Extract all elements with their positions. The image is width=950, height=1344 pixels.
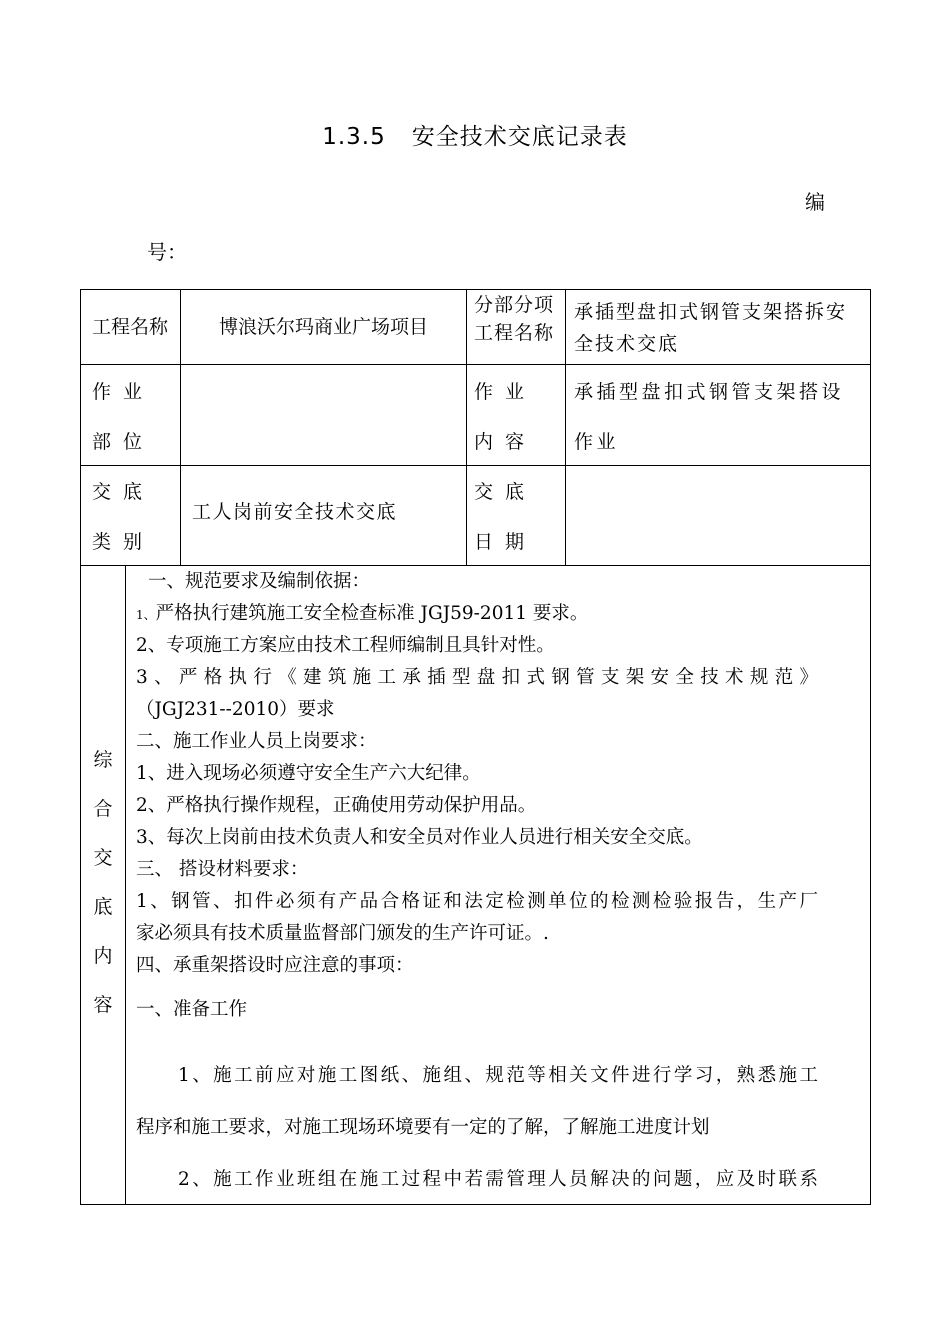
content-line-12: 家必须具有技术质量监督部门颁发的生产许可证。. [136,923,549,944]
content-line-14: 一、准备工作 [136,999,248,1020]
project-name-value: 博浪沃尔玛商业广场项目 [218,316,428,338]
work-content-label: 作业内容 [474,381,537,453]
title-text: 安全技术交底记录表 [411,124,628,150]
document-title [0,118,950,151]
content-line-11: 1、钢管、扣件必须有产品合格证和法定检测单位的检测检验报告，生产厂 [136,891,818,912]
row-divider-1 [80,364,871,365]
table-border-right [870,289,871,1205]
briefing-record-table [80,289,871,1205]
work-location-label: 作业部位 [92,381,155,453]
section-number: 1.3.5 [322,124,386,150]
sub-project-value: 承插型盘扣式钢管支架搭拆安全技术交底 [574,301,848,355]
briefing-type-value: 工人岗前安全技术交底 [192,501,398,523]
project-name-label: 工程名称 [91,316,168,338]
content-line-3: 2、专项施工方案应由技术工程师编制且具针对性。 [136,635,555,656]
col-divider-3 [565,289,566,565]
content-line-7: 1、进入现场必须遵守安全生产六大纪律。 [136,763,481,784]
briefing-content [136,566,818,1196]
work-content-value: 承插型盘扣式钢管支架搭设作业 [574,381,845,453]
content-line-8: 2、严格执行操作规程，正确使用劳动保护用品。 [136,795,537,816]
table-border-left [80,289,81,1205]
col-divider-2 [466,289,467,565]
content-line-17: 2、施工作业班组在施工过程中若需管理人员解决的问题，应及时联系 [178,1169,818,1190]
content-line-1: 一、规范要求及编制依据： [148,571,371,592]
number-label-part2: 号： [147,240,187,264]
content-line-2-number: 1、 [136,608,156,622]
content-line-16: 程序和施工要求，对施工现场环境要有一定的了解，了解施工进度计划 [136,1117,710,1138]
content-line-10: 三、 搭设材料要求： [136,859,309,880]
content-side-label: 综合交底内容 [93,749,113,1016]
content-line-2 [136,598,818,630]
content-line-9: 3、每次上岗前由技术负责人和安全员对作业人员进行相关安全交底。 [136,827,703,848]
col-divider-content [125,565,126,1205]
content-line-2-text: 严格执行建筑施工安全检查标准 JGJ59-2011 要求。 [155,603,589,624]
content-line-13: 四、承重架搭设时应注意的事项： [136,955,414,976]
content-line-4: 3、严格执行《建筑施工承插型盘扣式钢管支架安全技术规范》 [136,667,818,688]
briefing-type-label: 交底类别 [92,481,155,553]
number-label-part1: 编 [805,190,825,214]
content-line-5: （JGJ231--2010）要求 [136,699,335,720]
sub-project-label: 分部分项工程名称 [474,294,555,344]
table-border-bottom [80,1204,871,1205]
content-line-6: 二、施工作业人员上岗要求： [136,731,377,752]
content-line-15: 1、施工前应对施工图纸、施组、规范等相关文件进行学习，熟悉施工 [178,1065,818,1086]
briefing-date-label: 交底日期 [474,481,537,553]
table-border-top [80,289,871,290]
